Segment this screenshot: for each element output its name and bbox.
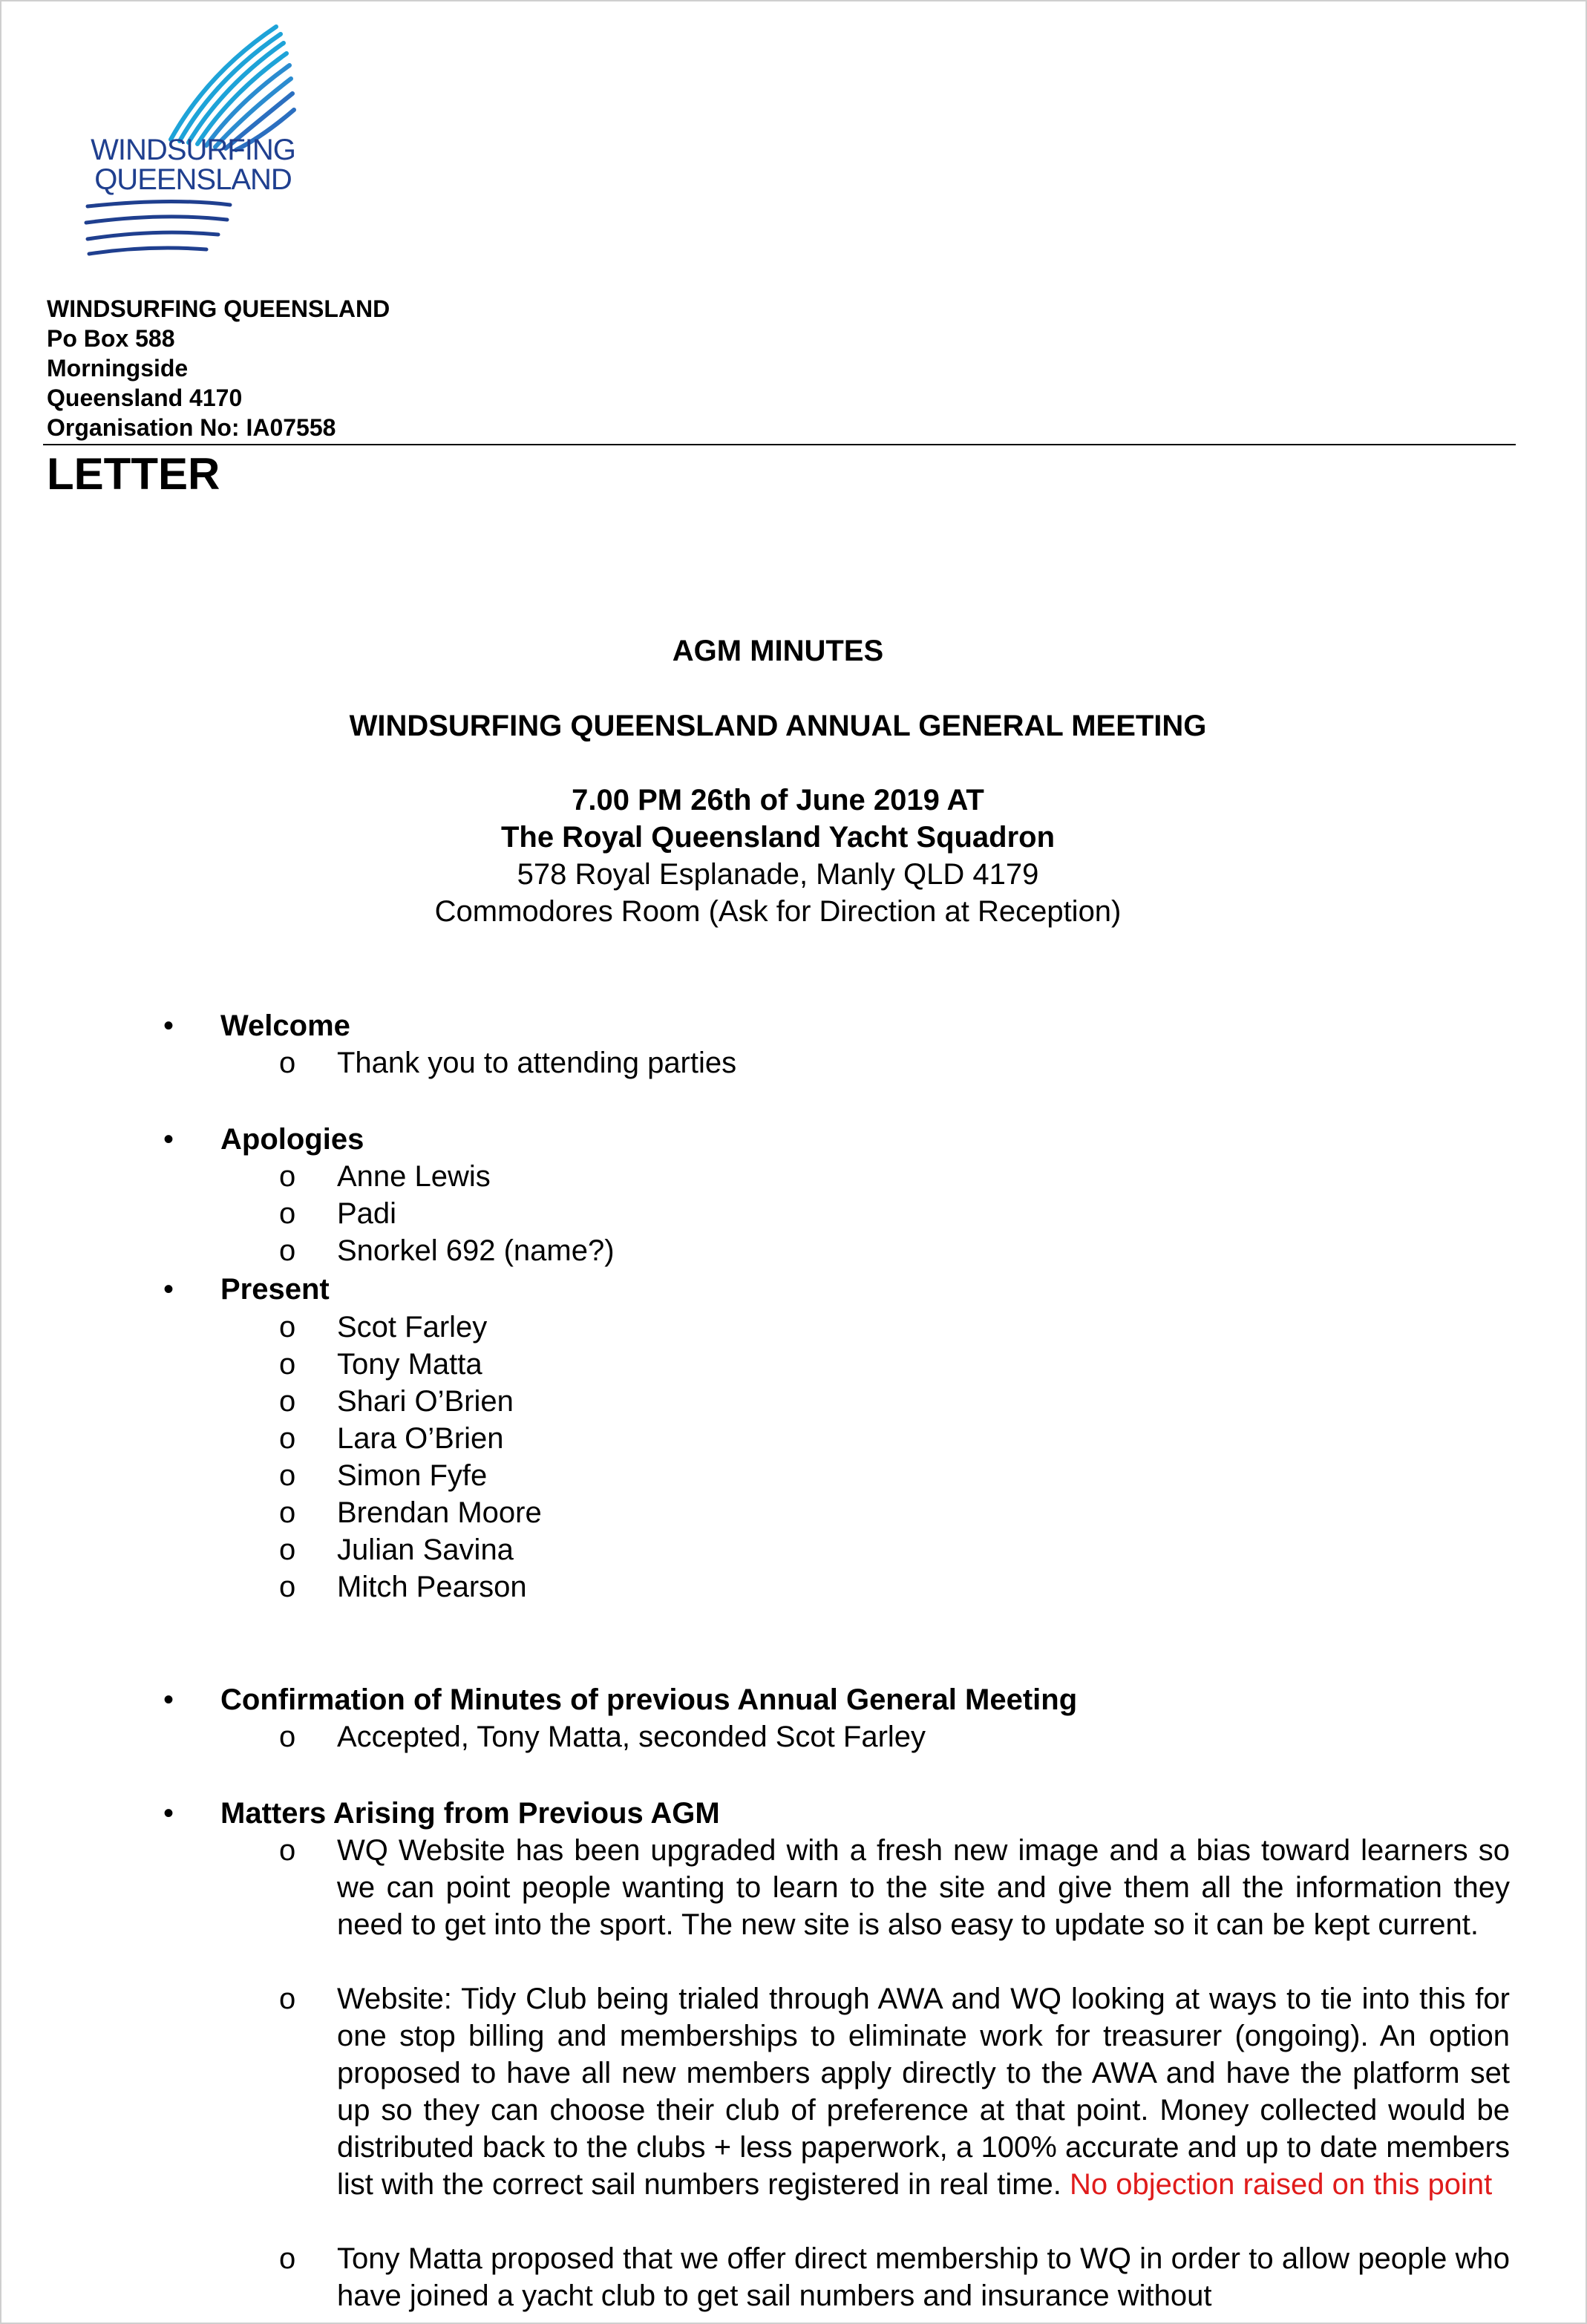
header-divider (43, 444, 1516, 445)
bullet-marker: • (163, 1123, 174, 1156)
list-item: Scot Farley (337, 1311, 488, 1343)
list-item: Padi (337, 1197, 397, 1230)
document-title: AGM MINUTES (672, 635, 884, 667)
bullet-marker: • (163, 1009, 174, 1042)
list-item: Accepted, Tony Matta, seconded Scot Farley (337, 1721, 926, 1753)
logo-text-queensland: QUEENSLAND (94, 163, 292, 196)
bullet-marker: • (163, 1797, 174, 1830)
sub-bullet-marker: o (279, 1348, 296, 1381)
state-postcode: Queensland 4170 (47, 384, 243, 411)
sub-bullet-marker: o (279, 1385, 296, 1418)
list-item: Lara O’Brien (337, 1422, 504, 1455)
bullet-marker: • (163, 1273, 174, 1306)
letter-heading: LETTER (47, 449, 220, 499)
list-item: Shari O’Brien (337, 1385, 514, 1418)
suburb: Morningside (47, 355, 189, 382)
meeting-venue: The Royal Queensland Yacht Squadron (500, 821, 1056, 854)
list-item: Brendan Moore (337, 1496, 542, 1529)
matters-item-website-upgrade: WQ Website has been upgraded with a fresh new image and a bias toward learners so we can point people wanting to learn to the site and give them all the information they need to get into the sport. The new site is also easy to update so it can be kept current. (337, 1834, 1510, 1941)
logo-text-windsurfing: WINDSURFING (91, 134, 295, 166)
sub-bullet-marker: o (279, 1533, 296, 1566)
list-item: Tony Matta (337, 1348, 482, 1381)
sub-bullet-marker: o (279, 2242, 296, 2275)
venue-address: 578 Royal Esplanade, Manly QLD 4179 (517, 858, 1039, 891)
organisation-address (47, 294, 390, 442)
section-present-title: Present (220, 1273, 330, 1306)
sub-bullet-marker: o (279, 1496, 296, 1529)
section-welcome-title: Welcome (220, 1009, 350, 1042)
sub-bullet-marker: o (279, 1459, 296, 1492)
sub-bullet-marker: o (279, 1983, 296, 2015)
section-confirmation-title: Confirmation of Minutes of previous Annual General Meeting (220, 1683, 1078, 1716)
list-item: Julian Savina (337, 1533, 514, 1566)
meeting-datetime: 7.00 PM 26th of June 2019 AT (572, 784, 984, 816)
sub-bullet-marker: o (279, 1197, 296, 1230)
venue-room: Commodores Room (Ask for Direction at Reception) (434, 895, 1122, 928)
sub-bullet-marker: o (279, 1234, 296, 1267)
sub-bullet-marker: o (279, 1571, 296, 1603)
list-item: Anne Lewis (337, 1160, 491, 1193)
no-objection-note: No objection raised on this point (1070, 2168, 1493, 2201)
matters-item-direct-membership: Tony Matta proposed that we offer direct membership to WQ in order to allow people who have joined a yacht club to get sail numbers and insurance without (337, 2242, 1510, 2312)
organisation-number: Organisation No: IA07558 (47, 414, 336, 441)
section-apologies-title: Apologies (220, 1123, 364, 1156)
tidy-club-text: Website: Tidy Club being trialed through AWA and WQ looking at ways to tie into this for one stop billing and memberships to eliminate work for treasurer (ongoing). An option proposed to have all new members apply directly to the AWA and have the platform set up so they can choose their club of preference at that point. Money collected would be distributed back to the clubs + less paperwork, a 100% accurate and up to date members list with the correct sail numbers registered in real time. (337, 1983, 1510, 2201)
sub-bullet-marker: o (279, 1834, 296, 1867)
sub-bullet-marker: o (279, 1422, 296, 1455)
po-box: Po Box 588 (47, 325, 175, 352)
section-matters-title: Matters Arising from Previous AGM (220, 1797, 720, 1830)
sub-bullet-marker: o (279, 1311, 296, 1343)
windsurfing-queensland-logo (82, 21, 319, 258)
list-item: Simon Fyfe (337, 1459, 488, 1492)
list-item: Snorkel 692 (name?) (337, 1234, 615, 1267)
meeting-name: WINDSURFING QUEENSLAND ANNUAL GENERAL MEETING (349, 710, 1207, 742)
sub-bullet-marker: o (279, 1047, 296, 1079)
list-item: Thank you to attending parties (337, 1047, 737, 1079)
sub-bullet-marker: o (279, 1160, 296, 1193)
sub-bullet-marker: o (279, 1721, 296, 1753)
org-name: WINDSURFING QUEENSLAND (47, 295, 390, 322)
matters-item-tidy-club (337, 1980, 1510, 2203)
bullet-marker: • (163, 1683, 174, 1716)
list-item: Mitch Pearson (337, 1571, 527, 1603)
